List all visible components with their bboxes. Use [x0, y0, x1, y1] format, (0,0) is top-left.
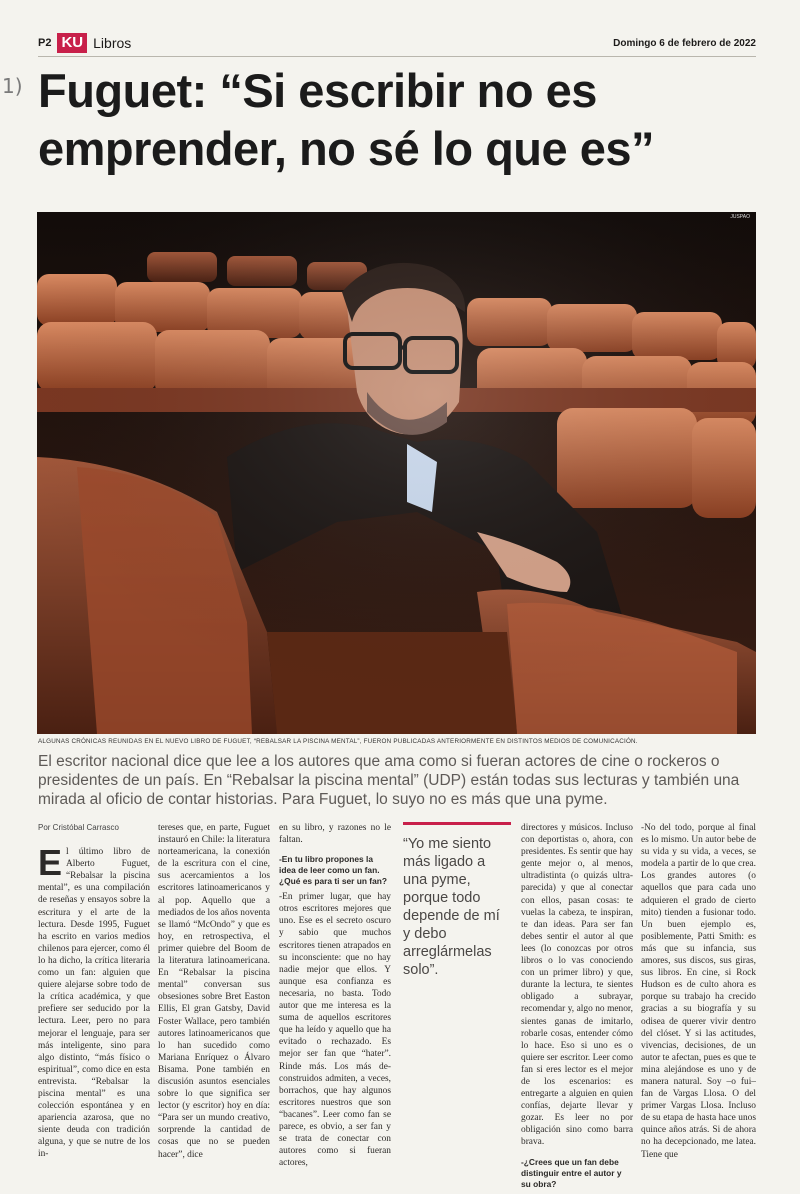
interview-question-2: -¿Crees que un fan debe distinguir entre el autor y su obra?: [521, 1156, 622, 1189]
drop-cap: E: [38, 842, 63, 884]
article-lead: El escritor nacional dice que lee a los autores que ama como si fueran actores de cine o rockeros o presidentes de un país. En “Rebalsar la piscina mental” (UDP) están todas sus lecturas y también una mirada al oficio de contar historias. Para Fuguet, lo suyo no es más que una pyme.: [38, 753, 740, 808]
article-column-3: [279, 822, 391, 1169]
photo-caption: ALGUNAS CRÓNICAS REUNIDAS EN EL NUEVO LIBRO DE FUGUET, “REBALSAR LA PISCINA MENTAL”, FUERON PUBLICADAS ANTERIORMENTE EN DISTINTOS MEDIOS DE COMUNICACIÓN.: [38, 738, 638, 745]
column-1-text: l último libro de Alberto Fuguet, “Rebalsar la piscina mental”, es una compilación de reseñas y ensayos sobre la escritura y el arte de la lectura. Desde 1995, Fuguet ha escrito en varios medios chilenos para ejercer, como él lo ha dicho, la crítica literaria como un fan: alguien que quiere alejarse sobre todo de la crítica académica, y que prefiere ser seducido por la lectura. Leer, pero no para mejorar el lenguaje, para ser más inteligente, sino para algo distinto, “más físico o espiritual”, como dice en esta entrevista. “Rebalsar la piscina mental” es una colección espontánea y en apariencia azarosa, que no siente deuda con tradición alguna, y que se nutre de los in-: [38, 847, 150, 1160]
theater-seats-illustration: [37, 212, 756, 734]
headline-part2: no sé lo que es”: [298, 122, 654, 175]
article-column-1: [38, 822, 150, 1161]
photo-credit: JUSPAO: [730, 214, 750, 220]
article-column-5: [521, 822, 633, 1194]
article-column-2: [158, 822, 270, 1161]
interview-question-1: -En tu libro propones la idea de leer como un fan. ¿Qué es para ti ser un fan?: [279, 854, 387, 887]
issue-date: Domingo 6 de febrero de 2022: [613, 37, 756, 49]
section-name: Libros: [93, 35, 132, 51]
pull-quote: “Yo me siento más ligado a una pyme, porque todo depende de mí y debo arreglármelas solo”.: [403, 822, 511, 979]
headline: [38, 62, 758, 178]
page-header: [38, 30, 756, 56]
header-divider: [38, 56, 756, 57]
section-badge: KU: [57, 33, 87, 53]
interview-answer-1: -En primer lugar, que hay otros escritores mejores que uno. Ese es el secreto oscuro y sabio que muchos escritores tienen atrapados en su inconsciente: que no hay nadie mejor que ellos. Y aunque esa confianza es necesaria, no basta. Todo autor que me interesa es la suma de aquellos escritores que ha leído y aquello que ha evitado o rechazado. Es mejor ser fan que “hater”. Rinde más. Los más de-construidos admiten, a veces, borrachos, que hay algunos escritores nuestros que son “bacanes”. Leer como fan se parece, es obvio, a ser fan y se trata de conectar con autores como si fueran actores,: [279, 892, 391, 1169]
portrait-photo: [37, 212, 756, 734]
column-2-text: tereses que, en parte, Fuguet instauró en Chile: la literatura norteamericana, la conexión de la escritura con el cine, sus acercamientos a los escritores latinoamericanos y al pop. Aquello que a mediados de los años noventa se llamó “McOndo” y que es hoy, en retrospectiva, el primer quiebre del Boom de la literatura latinoamericana. En “Rebalsar la piscina mental” conversan sus obsesiones sobre Bret Easton Ellis, El gran Gatsby, David Foster Wallace, pero también autores latinoamericanos que lo han sucedido como Mariana Enríquez o Álvaro Bisama. Pone también en discusión asuntos esenciales sobre lo que significa ser lector (y escritor) hoy en día: “Para ser un mundo creativo, sorprende la cantidad de cosas que no se pueden hacer”, dice: [158, 823, 270, 1160]
headline-part1: Fuguet: “Si escribir no es emprender,: [38, 64, 597, 175]
column-5-text: directores y músicos. Incluso con deportistas o, ahora, con presidentes. Es sentir que hay gente mejor o, al menos, ultradistinta (o quizás ultra-parecida) y que al conectar con ellos, pasan cosas: te vuelas la cabeza, te inspiran, te dan ideas. Para ser fan debes sentir el autor al que lees (lo conozcas por otros libros o lo vas conociendo con un primer libro) y que, durante la lectura, te sientes obligado a subrayar, recomendar y, algo no menor, sientes ganas de imitarlo, robarle cosas, entender cómo lo hace. Eso si uno es o quiere ser escritor. Leer como fan si eres lector es el mejor de los escenarios: es entregarte a alguien en quien confías, dejarte llevar y gozar. Es leer no por obligación sino como barra brava.: [521, 823, 633, 1148]
column-3-intro: en su libro, y razones no le faltan.: [279, 823, 391, 846]
page-number: P2: [38, 37, 52, 49]
article-column-6: [641, 822, 756, 1161]
column-6-text: -No del todo, porque al final es lo mismo. Un autor bebe de su vida y su vida, a veces, se modela a partir de lo que crea. Los grandes autores (o aquellos que para cada uno adquieren el grado de cierto mito) tienden a fusionar todo. Un buen ejemplo es, posiblemente, Patti Smith: es más que su infancia, sus amores, sus discos, sus giras, sus libros. En cine, si Rock Hudson es de culto ahora es porque su trabajo ha crecido gracias a su biografía y su odisea de querer vivir dentro del clóset. Y si las actitudes, vivencias, decisiones, de un autor te afectan, pues es que te mina alejándose es uno y de manera natural. Soy –o fui– fan de Vargas Llosa. O del primer Vargas Llosa. Incluso de su etapa de hasta hace unos quince años atrás. Si de ahora no ha decepcionado, me latea. Tiene que: [641, 823, 756, 1160]
handwritten-margin-mark: 1): [2, 74, 23, 98]
byline: Por Cristóbal Carrasco: [38, 823, 119, 832]
